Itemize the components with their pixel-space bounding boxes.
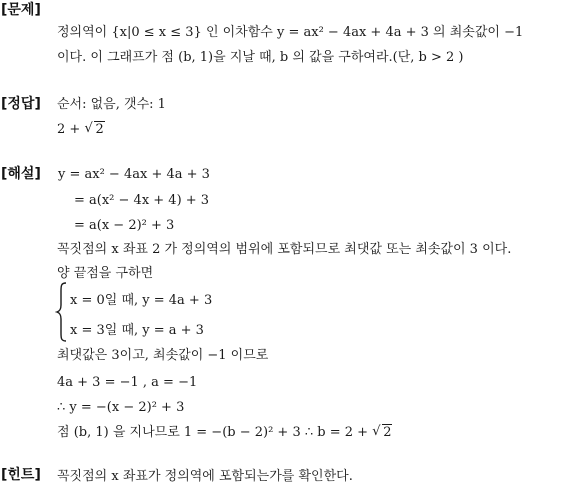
- solution-line-5: 양 끝점을 구하면: [57, 266, 154, 281]
- problem-line-2: 이다. 이 그래프가 점 (b, 1)을 지날 때, b 의 값을 구하여라.(단, b > 2 ): [57, 50, 464, 65]
- hint-tag: [힌트]: [1, 467, 41, 483]
- solution-line-6: 최댓값은 3이고, 최솟값이 −1 이므로: [57, 348, 269, 363]
- cases-brace: [55, 281, 69, 343]
- sqrt-symbol: [372, 425, 392, 441]
- answer-meta: 순서: 없음, 갯수: 1: [57, 97, 166, 112]
- sqrt-symbol: [84, 122, 104, 138]
- solution-eq-2: = a(x² − 4x + 4) + 3: [74, 193, 210, 208]
- solution-line-9: [57, 425, 392, 441]
- solution-tag: [해설]: [1, 166, 41, 182]
- solution-case-1: x = 0일 때, y = 4a + 3: [70, 293, 213, 308]
- solution-line-4: 꼭짓점의 x 좌표 2 가 정의역의 범위에 포함되므로 최댓값 또는 최솟값이 3 이다.: [57, 242, 512, 257]
- solution-eq-3: = a(x − 2)² + 3: [74, 218, 175, 233]
- answer-tag: [정답]: [1, 96, 41, 112]
- hint-text: 꼭짓점의 x 좌표가 정의역에 포함되는가를 확인한다.: [57, 469, 353, 484]
- solution-line-9-text: 점 (b, 1) 을 지나므로 1 = −(b − 2)² + 3 ∴ b = 2 +: [57, 425, 373, 440]
- brace-icon: [55, 281, 69, 343]
- solution-eq-1: y = ax² − 4ax + 4a + 3: [58, 167, 210, 182]
- solution-line-7: 4a + 3 = −1 , a = −1: [57, 375, 198, 390]
- solution-line-9-radicand: 2: [383, 425, 392, 440]
- problem-line-1: 정의역이 {x|0 ≤ x ≤ 3} 인 이차함수 y = ax² − 4ax + 4a + 3 의 최솟값이 −1: [57, 25, 524, 40]
- answer-value-prefix: 2 +: [57, 122, 85, 137]
- problem-tag: [문제]: [1, 2, 41, 18]
- solution-line-8: ∴ y = −(x − 2)² + 3: [57, 400, 185, 415]
- solution-case-2: x = 3일 때, y = a + 3: [70, 323, 204, 338]
- answer-value: [57, 122, 105, 138]
- answer-value-radicand: 2: [95, 122, 104, 137]
